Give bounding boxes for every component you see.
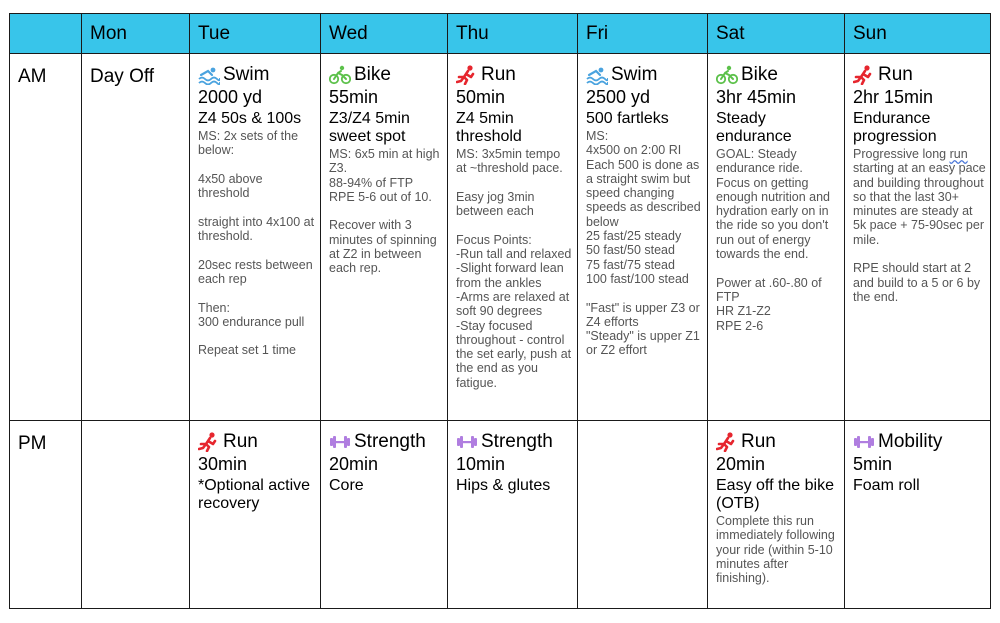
activity-description: Progressive long run starting at an easy pace and building throughout so that the last 30+ minutes are steady at 5k pace + 75-90sec per mile. RPE should start at 2 and build to a 5 or 6 by the end. bbox=[853, 147, 986, 304]
activity-subtitle: Z4 5min threshold bbox=[456, 110, 522, 145]
activity-name: Run bbox=[741, 431, 776, 452]
pm-wed-cell bbox=[321, 421, 448, 609]
activity-subtitle: *Optional active recovery bbox=[198, 477, 311, 512]
activity-name: Run bbox=[878, 64, 913, 85]
am-sat-cell bbox=[708, 54, 845, 421]
activity-name: Run bbox=[481, 64, 516, 85]
activity-subtitle: Foam roll bbox=[853, 477, 920, 494]
activity-duration: 20min bbox=[716, 454, 766, 474]
activity-subtitle: 500 fartleks bbox=[586, 110, 669, 127]
dumbbell-icon bbox=[456, 432, 478, 452]
pm-fri-cell bbox=[578, 421, 708, 609]
header-thu: Thu bbox=[448, 14, 578, 54]
activity-name: Swim bbox=[611, 64, 658, 85]
activity-description: MS: 3x5min tempo at ~threshold pace. Easy jog 3min between each Focus Points: -Run tall and relaxed -Slight forward lean from the ankles -Arms are relaxed at soft 90 degrees -Stay focused throughout - control the set early, push at the end as you fatigue. bbox=[456, 147, 572, 390]
activity-subtitle: Steady endurance bbox=[716, 110, 792, 145]
swim-icon bbox=[198, 65, 220, 85]
activity-name: Bike bbox=[741, 64, 778, 85]
activity-description: MS: 4x500 on 2:00 RI Each 500 is done as a straight swim but speed changing speeds as described below 25 fast/25 steady 50 fast/50 stead 75 fast/75 stead 100 fast/100 stead "Fast" is upper Z3 or Z4 efforts "Steady" is upper Z1 or Z2 effort bbox=[586, 129, 701, 358]
activity-name: Mobility bbox=[878, 431, 943, 452]
header-row bbox=[10, 14, 991, 54]
activity-duration: 2000 yd bbox=[198, 87, 263, 107]
bike-icon bbox=[329, 65, 351, 85]
activity-subtitle: Z4 50s & 100s bbox=[198, 110, 302, 127]
dumbbell-icon bbox=[329, 432, 351, 452]
run-icon bbox=[853, 65, 875, 85]
activity-name: Strength bbox=[481, 431, 553, 452]
am-mon-cell: Day Off bbox=[82, 54, 190, 421]
pm-sun-cell bbox=[845, 421, 991, 609]
am-fri-cell bbox=[578, 54, 708, 421]
pm-tue-cell bbox=[190, 421, 321, 609]
activity-duration: 55min bbox=[329, 87, 379, 107]
activity-description: GOAL: Steady endurance ride. Focus on getting enough nutrition and hydration early on in the ride so you don't run out of energy towards the end. Power at .60-.80 of FTP HR Z1-Z2 RPE 2-6 bbox=[716, 147, 830, 333]
row-label-pm: PM bbox=[10, 421, 82, 609]
header-corner bbox=[10, 14, 82, 54]
weekly-schedule-table bbox=[9, 13, 991, 609]
activity-duration: 2500 yd bbox=[586, 87, 651, 107]
am-row bbox=[10, 54, 991, 421]
activity-name: Run bbox=[223, 431, 258, 452]
pm-thu-cell bbox=[448, 421, 578, 609]
run-icon bbox=[198, 432, 220, 452]
activity-subtitle: Z3/Z4 5min sweet spot bbox=[329, 110, 410, 145]
activity-description: Complete this run immediately following your ride (within 5-10 minutes after finishing). bbox=[716, 514, 835, 586]
header-sat: Sat bbox=[708, 14, 845, 54]
activity-duration: 10min bbox=[456, 454, 506, 474]
header-tue: Tue bbox=[190, 14, 321, 54]
activity-name: Strength bbox=[354, 431, 426, 452]
dumbbell-icon bbox=[853, 432, 875, 452]
activity-duration: 2hr 15min bbox=[853, 87, 934, 107]
am-sun-cell bbox=[845, 54, 991, 421]
spellcheck-underlined-word: run bbox=[949, 147, 968, 161]
pm-sat-cell bbox=[708, 421, 845, 609]
swim-icon bbox=[586, 65, 608, 85]
run-icon bbox=[716, 432, 738, 452]
header-fri: Fri bbox=[578, 14, 708, 54]
am-wed-cell bbox=[321, 54, 448, 421]
activity-description: MS: 6x5 min at high Z3. 88-94% of FTP RPE 5-6 out of 10. Recover with 3 minutes of spinning at Z2 in between each rep. bbox=[329, 147, 440, 276]
am-thu-cell bbox=[448, 54, 578, 421]
am-tue-cell bbox=[190, 54, 321, 421]
activity-duration: 3hr 45min bbox=[716, 87, 797, 107]
activity-duration: 20min bbox=[329, 454, 379, 474]
activity-subtitle: Hips & glutes bbox=[456, 477, 551, 494]
header-wed: Wed bbox=[321, 14, 448, 54]
pm-row bbox=[10, 421, 991, 609]
header-mon: Mon bbox=[82, 14, 190, 54]
header-sun: Sun bbox=[845, 14, 991, 54]
activity-subtitle: Endurance progression bbox=[853, 110, 937, 145]
bike-icon bbox=[716, 65, 738, 85]
row-label-am: AM bbox=[10, 54, 82, 421]
activity-duration: 30min bbox=[198, 454, 248, 474]
activity-description: MS: 2x sets of the below: 4x50 above threshold straight into 4x100 at threshold. 20sec rests between each rep Then: 300 endurance pull Repeat set 1 time bbox=[198, 129, 315, 358]
activity-subtitle: Core bbox=[329, 477, 364, 494]
activity-duration: 5min bbox=[853, 454, 893, 474]
activity-subtitle: Easy off the bike (OTB) bbox=[716, 477, 834, 512]
pm-mon-cell bbox=[82, 421, 190, 609]
run-icon bbox=[456, 65, 478, 85]
activity-duration: 50min bbox=[456, 87, 506, 107]
activity-name: Swim bbox=[223, 64, 270, 85]
activity-name: Bike bbox=[354, 64, 391, 85]
